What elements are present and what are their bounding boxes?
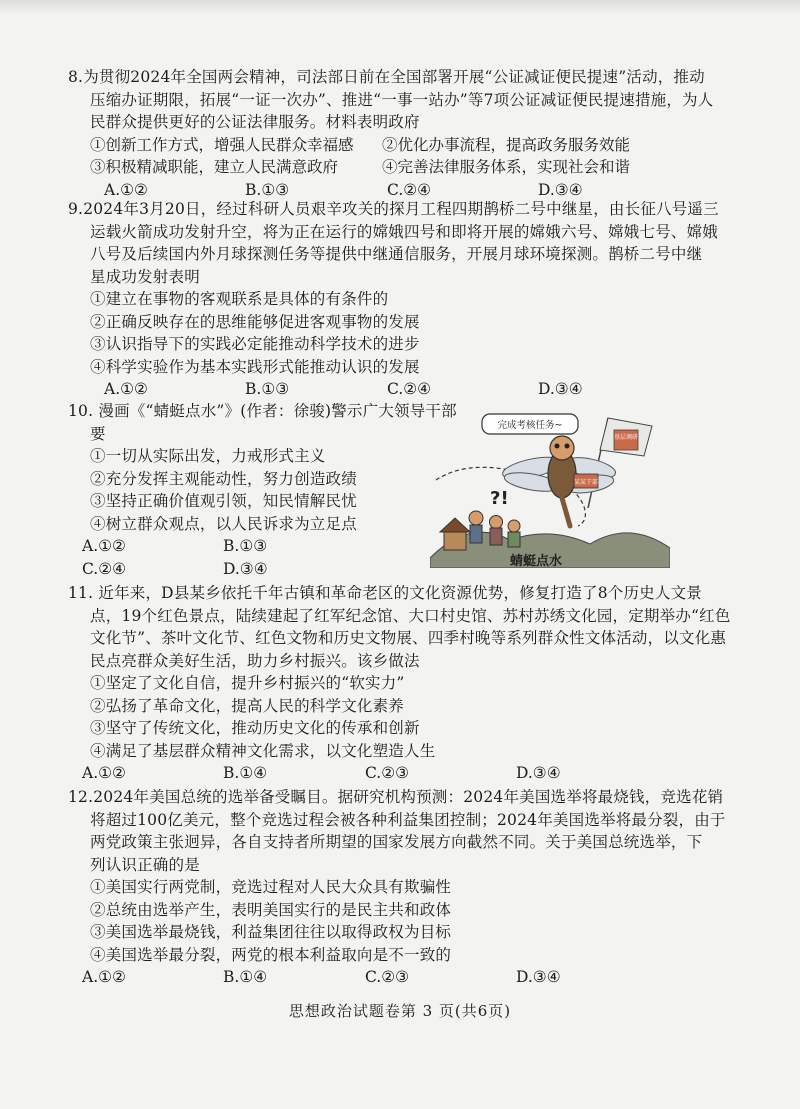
question-11-stem-line-2: 点，19个红色景点，陆续建起了红军纪念馆、大口村史馆、苏村苏绣文化园，定期举办“红色 xyxy=(90,606,731,625)
question-12-stem-line-1: 12.2024年美国总统的选举备受瞩目。据研究机构预测：2024年美国选举将最烧钱，竞选花销 xyxy=(68,788,724,806)
choice-b[interactable]: B.①③ xyxy=(245,380,290,398)
option-4: ④科学实验作为基本实践形式能推动认识的发展 xyxy=(90,357,420,376)
choice-a[interactable]: A.①② xyxy=(104,180,148,199)
cartoon-banner-text: 完成考核任务~ xyxy=(497,420,563,431)
choice-b[interactable]: B.①③ xyxy=(245,180,290,199)
choice-c[interactable]: C.②④ xyxy=(82,559,127,578)
option-4: ④美国选举最分裂，两党的根本利益取向是不一致的 xyxy=(90,945,452,964)
question-8 xyxy=(68,66,714,201)
option-3: ③坚守了传统文化，推动历史文化的传承和创新 xyxy=(90,719,420,737)
question-12 xyxy=(68,786,726,989)
question-10-stem-line-2: 要 xyxy=(90,424,106,443)
choice-b[interactable]: B.①④ xyxy=(223,764,268,782)
question-8-options-row-2 xyxy=(68,156,658,179)
choice-c[interactable]: C.②④ xyxy=(387,180,432,199)
option-2: ②正确反映存在的思维能够促进客观事物的发展 xyxy=(90,312,420,331)
question-11 xyxy=(68,582,731,785)
cartoon-question-marks: ?! xyxy=(490,488,509,509)
question-12-stem-line-2: 将超过100亿美元，整个竞选过程会被各种利益集团控制；2024年美国选举将最分裂，由于 xyxy=(90,810,726,829)
option-2: ②优化办事流程，提高政务服务效能 xyxy=(382,135,631,154)
cartoon-flag-text: 基层调研 xyxy=(613,434,639,441)
question-9-stem-line-3: 八号及后续国内外月球探测任务等提供中继通信服务，开展月球环境探测。鹊桥二号中继 xyxy=(90,245,703,263)
question-8-stem-line-2: 压缩办证期限，拓展“一证一次办”、推进“一事一站办”等7项公证减证便民提速措施，为人 xyxy=(90,90,714,109)
question-9-stem-line-2: 运载火箭成功发射升空，将为正在运行的嫦娥四号和即将开展的嫦娥六号、嫦娥七号、嫦娥 xyxy=(90,222,719,241)
question-8-stem-line-1: 8.为贯彻2024年全国两会精神，司法部日前在全国部署开展“公证减证便民提速”活动，推动 xyxy=(68,68,705,86)
option-1: ①创新工作方式，增强人民群众幸福感 xyxy=(90,135,354,154)
question-9-choices xyxy=(68,378,658,401)
option-4: ④完善法律服务体系，实现社会和谐 xyxy=(382,158,631,176)
choice-b[interactable]: B.①④ xyxy=(223,968,268,986)
option-1: ①建立在事物的客观联系是具体的有条件的 xyxy=(90,290,389,308)
question-9 xyxy=(68,198,719,401)
option-1: ①美国实行两党制，竞选过程对人民大众具有欺骗性 xyxy=(90,878,452,896)
cartoon-caption: 蜻蜓点水 xyxy=(510,554,563,569)
question-8-stem-line-3: 民群众提供更好的公证法律服务。材料表明政府 xyxy=(90,113,420,131)
choice-d[interactable]: D.③④ xyxy=(516,764,561,782)
option-2: ②弘扬了革命文化，提高人民的科学文化素养 xyxy=(90,696,405,715)
choice-a[interactable]: A.①② xyxy=(82,968,126,986)
cartoon-wing-text: 某某干部 xyxy=(573,479,599,486)
choice-d[interactable]: D.③④ xyxy=(538,380,583,398)
option-1: ①坚定了文化自信，提升乡村振兴的“软实力” xyxy=(90,674,405,692)
question-10-choices-row-2 xyxy=(68,558,428,581)
choice-a[interactable]: A.①② xyxy=(104,380,148,398)
question-11-choices xyxy=(68,762,658,785)
dragonfly-cartoon xyxy=(430,408,670,568)
question-10-stem-line-1: 10. 漫画《“蜻蜓点水”》(作者：徐骏)警示广大领导干部 xyxy=(68,402,457,420)
choice-c[interactable]: C.②③ xyxy=(365,764,410,782)
question-9-stem-line-4: 星成功发射表明 xyxy=(90,267,200,286)
question-11-stem-line-4: 民点亮群众美好生活，助力乡村振兴。该乡做法 xyxy=(90,651,420,670)
choice-c[interactable]: C.②④ xyxy=(387,380,432,398)
option-1: ①一切从实际出发，力戒形式主义 xyxy=(90,447,326,465)
choice-d[interactable]: D.③④ xyxy=(538,180,583,199)
question-9-stem-line-1: 9.2024年3月20日，经过科研人员艰辛攻关的探月工程四期鹊桥二号中继星，由长征八号遥三 xyxy=(68,200,719,218)
option-2: ②充分发挥主观能动性，努力创造政绩 xyxy=(90,469,357,488)
question-10 xyxy=(68,400,457,580)
option-4: ④树立群众观点，以人民诉求为立足点 xyxy=(90,514,357,533)
cartoon-official-head xyxy=(550,436,574,460)
question-10-choices-row-1 xyxy=(68,535,428,558)
question-12-stem-line-3: 两党政策主张迥异，各自支持者所期望的国家发展方向截然不同。关于美国总统选举，下 xyxy=(90,833,703,851)
question-12-stem-line-4: 列认识正确的是 xyxy=(90,855,200,874)
choice-d[interactable]: D.③④ xyxy=(516,968,561,986)
option-3: ③美国选举最烧钱，利益集团往往以取得政权为目标 xyxy=(90,923,452,941)
choice-a[interactable]: A.①② xyxy=(82,764,126,782)
choice-c[interactable]: C.②③ xyxy=(365,968,410,986)
option-3: ③认识指导下的实践必定能推动科学技术的进步 xyxy=(90,335,420,353)
page-footer: 思想政治试题卷第 3 页(共6页) xyxy=(288,1002,512,1020)
choice-a[interactable]: A.①② xyxy=(82,537,126,555)
choice-d[interactable]: D.③④ xyxy=(223,559,268,578)
scan-edge xyxy=(0,0,800,14)
question-11-stem-line-1: 11. 近年来，D县某乡依托千年古镇和革命老区的文化资源优势，修复打造了8个历史人文景 xyxy=(68,584,702,602)
option-3: ③坚持正确价值观引领，知民情解民忧 xyxy=(90,492,357,510)
question-12-choices xyxy=(68,966,658,989)
question-8-options-row-1 xyxy=(68,134,658,157)
choice-b[interactable]: B.①③ xyxy=(223,537,268,555)
option-3: ③积极精减职能，建立人民满意政府 xyxy=(90,158,339,176)
question-11-stem-line-3: 文化节”、茶叶文化节、红色文物和历史文物展、四季村晚等系列群众性文体活动，以文化惠 xyxy=(90,629,727,647)
option-4: ④满足了基层群众精神文化需求，以文化塑造人生 xyxy=(90,741,436,760)
option-2: ②总统由选举产生，表明美国实行的是民主共和政体 xyxy=(90,900,452,919)
